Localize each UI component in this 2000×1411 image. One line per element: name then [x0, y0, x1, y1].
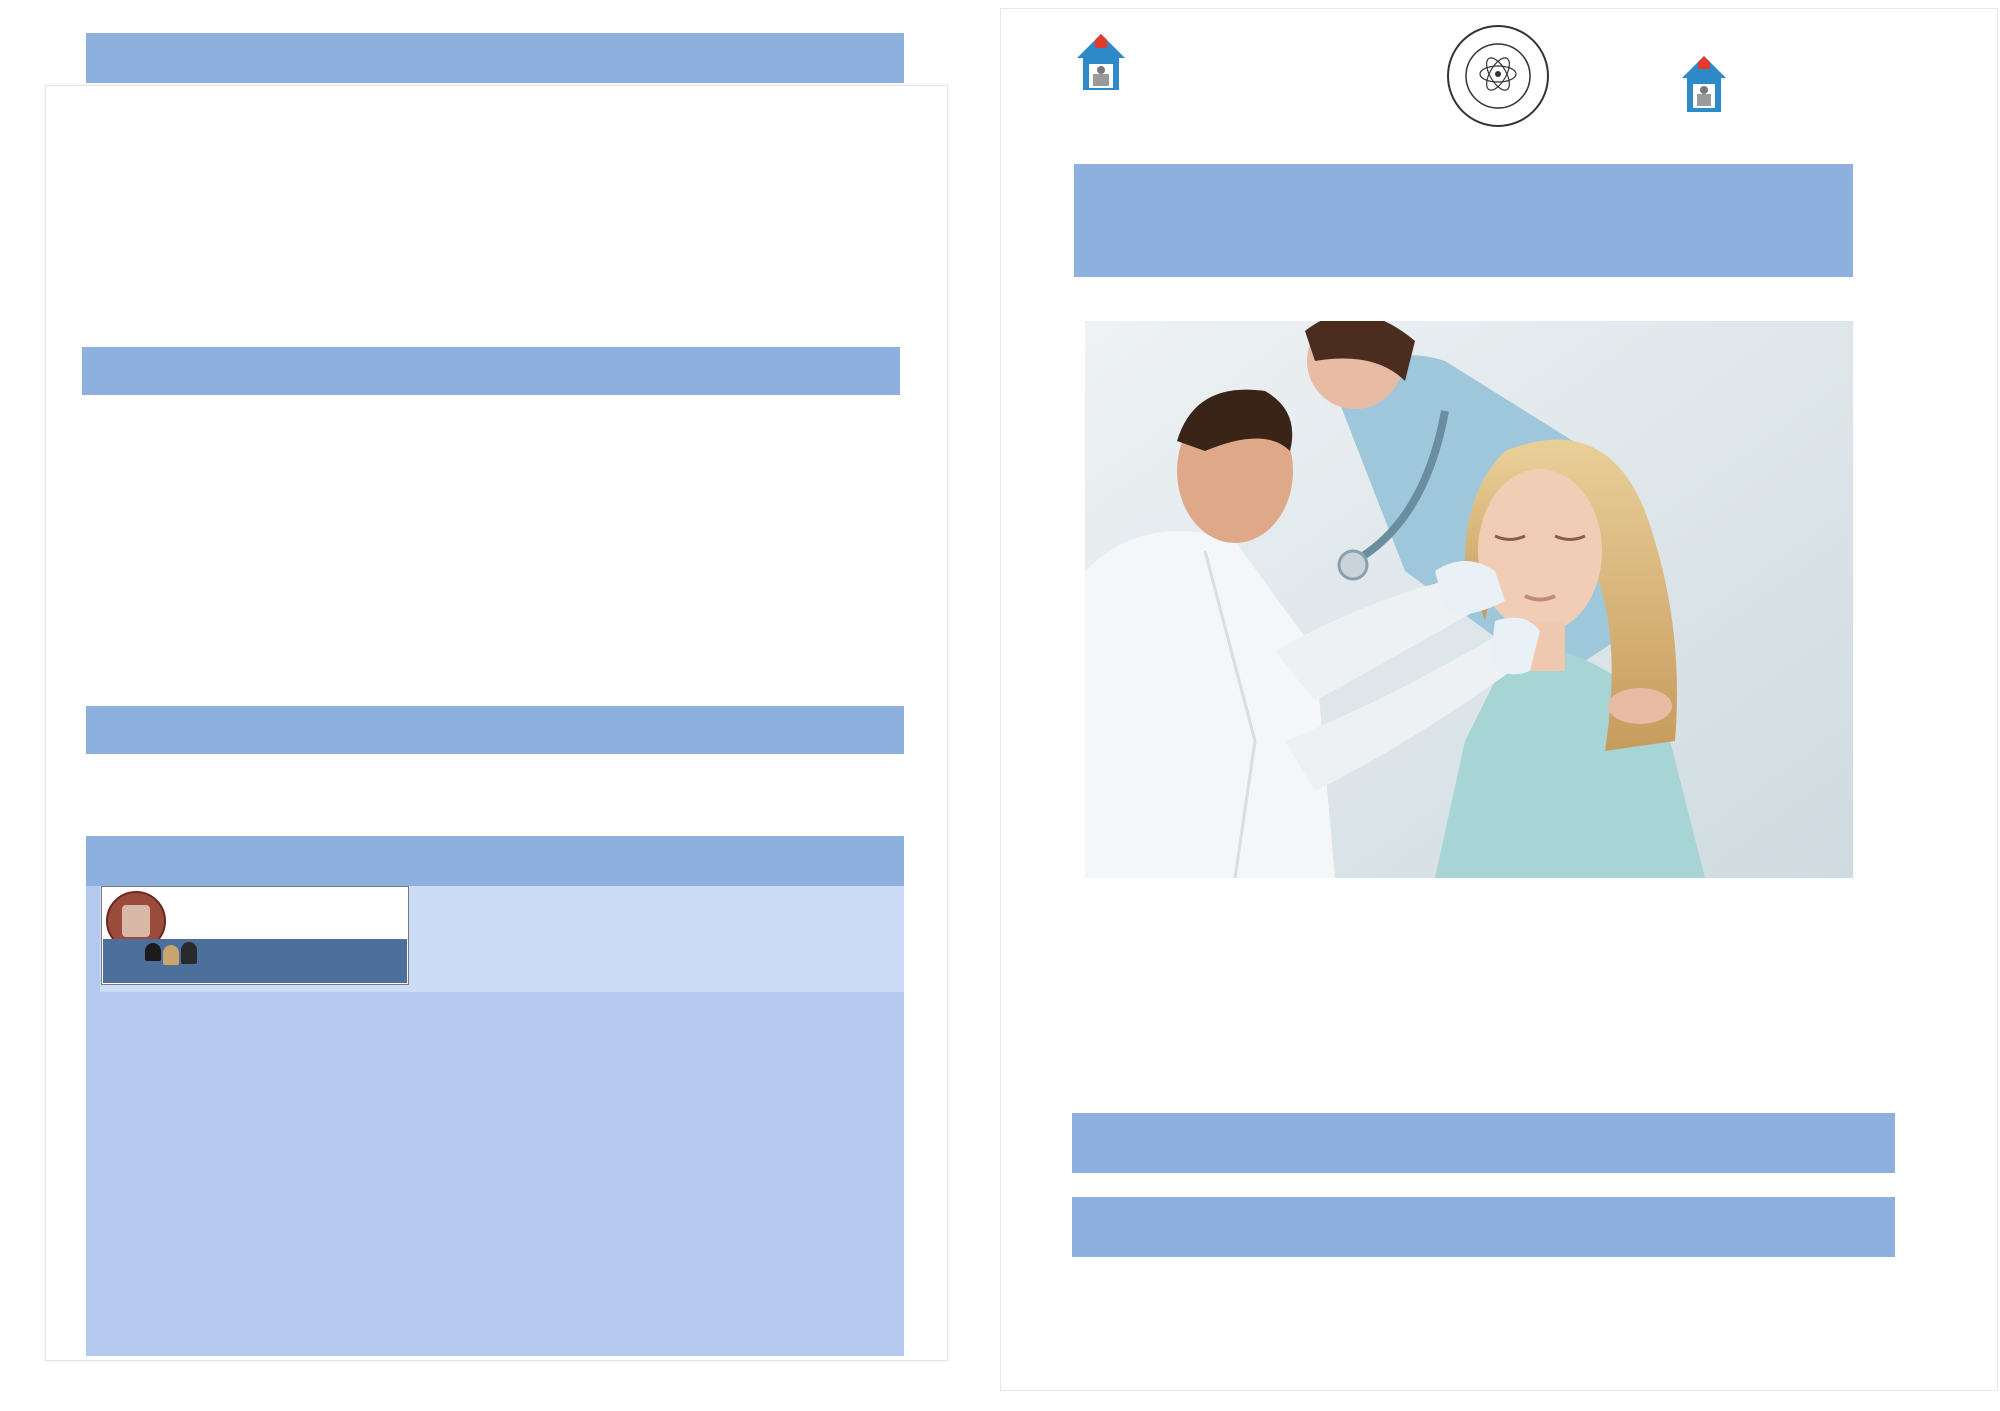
ecm-provider-logo	[101, 886, 409, 985]
person-icon	[163, 945, 179, 965]
cardarelli-logo-right	[1679, 52, 1899, 124]
hospital-house-icon	[1679, 52, 1729, 116]
hospital-house-icon	[1073, 30, 1129, 94]
person-icon	[181, 942, 197, 964]
cardarelli-logo-left	[1073, 30, 1313, 130]
direttori-bar	[1072, 1197, 1895, 1257]
segreteria-organizzativa-header	[86, 836, 904, 886]
doctor-patient-photo	[1085, 321, 1853, 878]
sun-seal-icon	[1444, 22, 1552, 130]
faculty-header	[86, 33, 904, 83]
university-seal	[1398, 22, 1598, 132]
person-icon	[145, 943, 161, 961]
ecm-logo-band	[103, 939, 407, 983]
segreteria-scientifica-header	[86, 706, 904, 754]
course-title-box	[1074, 164, 1853, 277]
photo-illustration	[1085, 321, 1853, 878]
tutors-header	[82, 347, 900, 395]
presidente-bar	[1072, 1113, 1895, 1173]
